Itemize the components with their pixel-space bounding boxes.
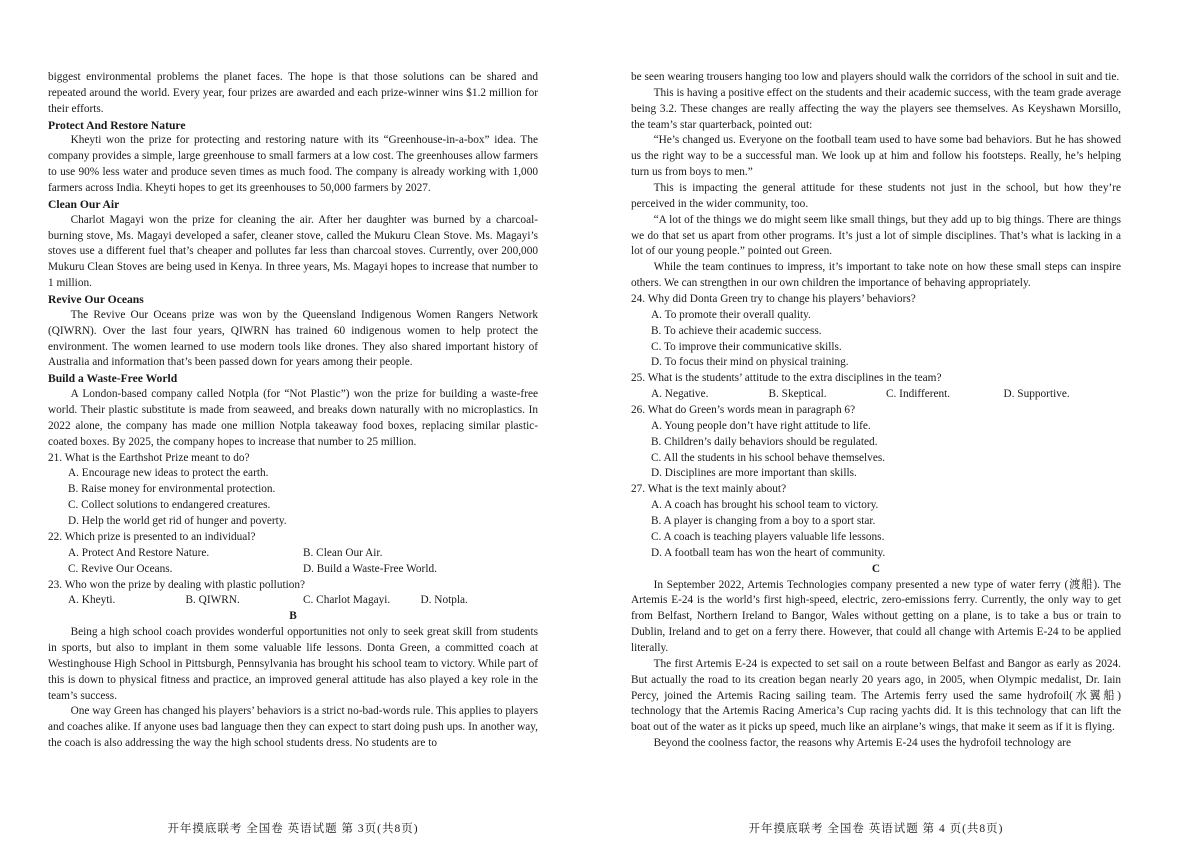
option: A. Negative. <box>651 388 709 401</box>
option: B. Raise money for environmental protection. <box>68 483 276 496</box>
option: B. Skeptical. <box>768 388 827 401</box>
option: D. A football team has won the heart of community. <box>651 546 886 559</box>
section-label-b: B <box>289 610 297 623</box>
option: C. A coach is teaching players valuable life lessons. <box>651 530 885 543</box>
page-3-column <box>48 70 538 752</box>
question-stem: 26. What do Green’s words mean in paragraph 6? <box>631 404 856 417</box>
section-heading: Clean Our Air <box>48 197 120 211</box>
option: D. Supportive. <box>1003 388 1070 401</box>
option: D. Disciplines are more important than skills. <box>651 467 857 480</box>
option: C. All the students in his school behave themselves. <box>651 451 886 464</box>
paragraph: While the team continues to impress, it’s important to take note on how these small steps can inspire others. We can strengthen in our own children the importance of behaving appropriately. <box>631 261 1121 290</box>
section-heading: Protect And Restore Nature <box>48 118 186 132</box>
option: B. QIWRN. <box>185 594 240 607</box>
page-3-footer: 开年摸底联考 全国卷 英语试题 第 3页(共8页) <box>167 823 419 835</box>
option: D. Build a Waste-Free World. <box>303 562 437 575</box>
option: B. To achieve their academic success. <box>651 324 822 337</box>
option: D. To focus their mind on physical training. <box>651 356 849 369</box>
paragraph: Kheyti won the prize for protecting and restoring nature with its “Greenhouse-in-a-box” idea. The company provides a simple, large greenhouse to small farmers at a low cost. The greenhouses allow farmers to use 90% less water and produce seven times as much food. The company is already working with 1,000 farmers across India. Kheyti hopes to get its greenhouses to 50,000 farmers by 2027. <box>48 134 538 195</box>
section-heading: Build a Waste-Free World <box>48 372 178 386</box>
option: A. Encourage new ideas to protect the earth. <box>68 467 269 480</box>
question-stem: 21. What is the Earthshot Prize meant to do? <box>48 451 250 464</box>
paragraph: Being a high school coach provides wonderful opportunities not only to seek great skill from students in sports, but also to implant in them some valuable life lessons. Donta Green, a committed coach at Westinghouse High School in Pittsburgh, Pennsylvania has brought his school team to victory. While part of this is down to physical fitness and practice, an improved general attitude has also played a key role in the team’s success. <box>48 626 538 702</box>
section-heading: Revive Our Oceans <box>48 293 144 307</box>
option-row <box>48 546 538 562</box>
option: B. A player is changing from a boy to a sport star. <box>651 515 876 528</box>
paragraph: “A lot of the things we do might seem like small things, but they add up to big things. There are things we do that set us apart from other programs. It’s just a lot of simple disciplines. That’s what is lacking in a lot of our young people.” pointed out Green. <box>631 213 1121 258</box>
page-4-footer: 开年摸底联考 全国卷 英语试题 第 4 页(共8页) <box>748 823 1004 835</box>
option: A. Protect And Restore Nature. <box>68 546 210 559</box>
option: A. Young people don’t have right attitude to life. <box>651 419 871 432</box>
option: C. Collect solutions to endangered creatures. <box>68 499 271 512</box>
option: D. Notpla. <box>420 594 468 607</box>
section-label-c: C <box>871 562 881 575</box>
option: D. Help the world get rid of hunger and poverty. <box>68 515 287 528</box>
paragraph: The first Artemis E-24 is expected to set sail on a route between Belfast and Bangor as early as 2024. But actually the road to its creation began nearly 20 years ago, in 2005, when Olympic medalist, Dr. Iain Percy, joined the Artemis Racing sailing team. The Artemis ferry used the same hydrofoil(水翼船) technology that the Artemis Racing America’s Cup racing yachts did. It is this technology that can lift the boat out of the water as it picks up speed, much like an airplane’s wings, that make it seem as if it is flying. <box>631 657 1121 734</box>
intro-paragraph: biggest environmental problems the planet faces. The hope is that those solutions can be shared and repeated around the world. Every year, four prizes are awarded and each prize-winner wins $1.2 million for their efforts. <box>48 71 538 115</box>
paragraph: Beyond the coolness factor, the reasons why Artemis E-24 uses the hydrofoil technology are <box>653 737 1072 750</box>
paragraph: The Revive Our Oceans prize was won by the Queensland Indigenous Women Rangers Network (QIWRN). Over the last four years, QIWRN has trained 60 indigenous women to help protect the environment. The women learned to use modern tools like drones. They also shared important history of Australia and information that’s been passed down for years among their people. <box>48 308 538 369</box>
option: C. Revive Our Oceans. <box>68 562 173 575</box>
paragraph: This is impacting the general attitude for these students not just in the school, but how they’re perceived in the wider community, too. <box>631 182 1121 210</box>
option: B. Children’s daily behaviors should be regulated. <box>651 435 878 448</box>
paragraph: In September 2022, Artemis Technologies company presented a new type of water ferry (渡船). The Artemis E-24 is the world’s first high-speed, electric, zero-emissions ferry. Currently, the only way to get from Belfast, Northern Ireland to Bangor, Wales without getting on a plane, is to take a bus or train to Dublin, Ireland and to get on a ferry there. However, that could all change with Artemis E-24 to be applied literally. <box>631 578 1121 654</box>
page-4-column <box>631 70 1121 752</box>
paragraph: This is having a positive effect on the students and their academic success, with the team grade average being 3.2. These changes are really affecting the way the players see themselves. As Keyshawn Morsillo, the team’s star quarterback, pointed out: <box>631 86 1121 131</box>
paragraph: “He’s changed us. Everyone on the football team used to have some bad behaviors. But he has showed us the right way to be a successful man. We look up at him and follow his footsteps. Really, he’s helping turn us from boys to men.” <box>631 134 1121 179</box>
option: C. To improve their communicative skills. <box>651 340 842 353</box>
continuation-paragraph: be seen wearing trousers hanging too low and players should walk the corridors of the school in suit and tie. <box>631 71 1120 83</box>
question-stem: 22. Which prize is presented to an individual? <box>48 530 256 543</box>
question-stem: 23. Who won the prize by dealing with plastic pollution? <box>48 578 306 591</box>
paragraph: A London-based company called Notpla (for “Not Plastic”) won the prize for building a waste-free world. Their plastic substitute is made from seaweed, and breaks down naturally with no microplastics. In 2022 alone, the company has made one million Notpla takeaway food boxes, replacing similar plastic-coated boxes. By 2025, the company hopes to increase that number to 25 million. <box>48 388 538 448</box>
question-stem: 25. What is the students’ attitude to the extra disciplines in the team? <box>631 372 942 385</box>
question-stem: 24. Why did Donta Green try to change his players’ behaviors? <box>631 293 916 306</box>
paragraph: Charlot Magayi won the prize for cleaning the air. After her daughter was burned by a charcoal-burning stove, Ms. Magayi developed a safer, cleaner stove, called the Mukuru Clean Stove. Ms. Magayi’s stoves use a different fuel that’s cheaper and pollutes far less than charcoal stoves. Currently, over 200,000 Mukuru Clean Stoves are being used in Kenya. In three years, Ms. Magayi hopes to increase that number to 1 million. <box>48 213 538 290</box>
option: C. Charlot Magayi. <box>303 594 391 607</box>
option: A. Kheyti. <box>68 594 116 607</box>
option: A. A coach has brought his school team to victory. <box>651 499 879 512</box>
option: C. Indifferent. <box>886 388 951 401</box>
option-row <box>631 387 1121 403</box>
option: B. Clean Our Air. <box>303 546 383 559</box>
paragraph: One way Green has changed his players’ behaviors is a strict no-bad-words rule. This applies to players and coaches alike. If anyone uses bad language then they can expect to start doing push ups. In another way, the coach is also addressing the way the high school students dress. No students are to <box>48 705 538 750</box>
question-stem: 27. What is the text mainly about? <box>631 483 787 496</box>
option: A. To promote their overall quality. <box>651 308 811 321</box>
option-row <box>48 562 538 578</box>
option-row <box>48 593 538 609</box>
